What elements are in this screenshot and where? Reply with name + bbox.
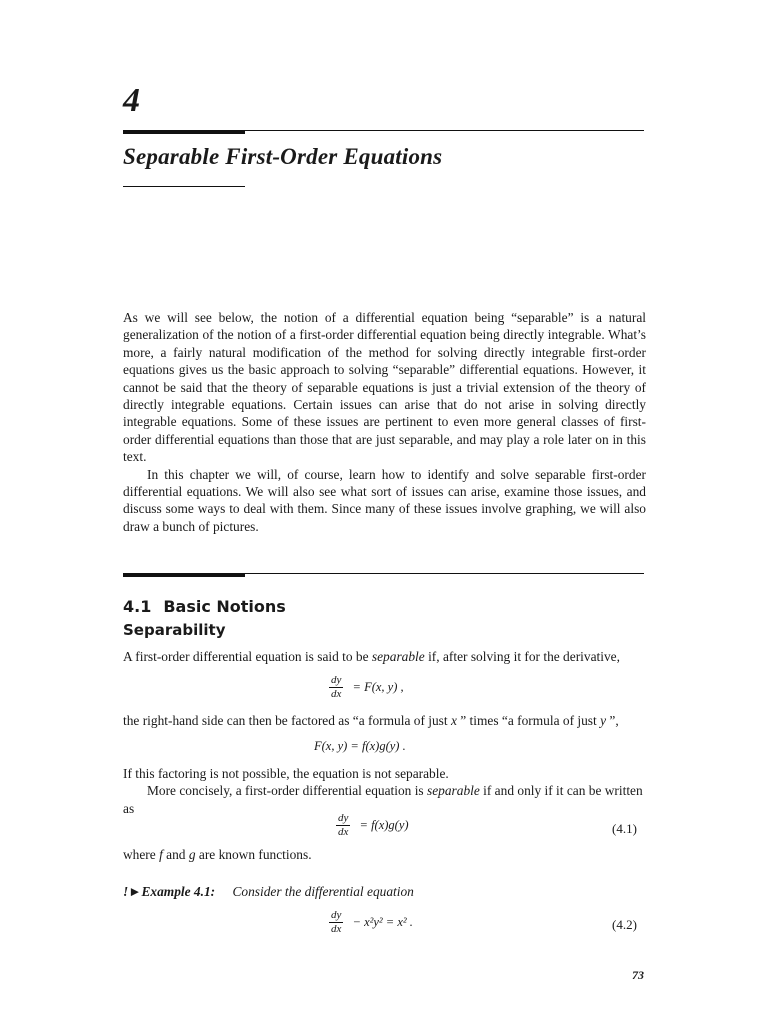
text-run: if, after solving it for the derivative, [424,649,620,664]
fraction-dy-dx [336,812,350,839]
equation-4-2 [329,909,413,936]
term-separable: separable [371,649,425,664]
example-heading [123,883,646,900]
chapter-rule-thick [123,130,245,134]
example-label: Example 4.1: [141,884,216,899]
fraction-dy-dx [329,674,343,701]
example-marker-icon: !► [123,884,142,899]
equation-label-4-2: (4.2) [612,917,637,932]
equation-rhs: − x²y² = x² . [352,915,413,929]
section-rule-thick [123,573,245,577]
equation-factored: F(x, y) = f(x)g(y) . [314,739,406,753]
fraction-dy-dx [329,909,343,936]
definition-line-2 [123,712,646,729]
text-run: A first-order differential equation is said to be [123,649,372,664]
math-g: g [188,847,196,862]
chapter-number: 4 [123,82,140,119]
denominator: dx [331,923,342,935]
section-number: 4.1 [123,597,152,616]
math-y: y [600,713,607,728]
title-underline [123,186,245,187]
example-text: Consider the differential equation [232,884,414,899]
text-run: the right-hand side can then be factored as “a formula of just [123,713,451,728]
text-run: ”, [606,713,619,728]
equation-rhs: = f(x)g(y) [359,818,409,832]
text-run: where [123,847,160,862]
text-run: are known functions. [195,847,312,862]
intro-text [123,309,646,535]
definition-line-6 [123,846,646,863]
subsection-heading: Separability [123,621,226,639]
numerator: dy [331,909,342,921]
section-rule-thin [245,573,644,574]
numerator: dy [338,812,349,824]
section-title: Basic Notions [163,597,286,616]
definition-line-1 [123,648,646,665]
math-x: x [450,713,457,728]
chapter-title: Separable First-Order Equations [123,144,443,169]
numerator: dy [331,674,342,686]
equation-4-1 [336,812,409,839]
text-run: ” times “a formula of just [456,713,601,728]
definition-line-3: If this factoring is not possible, the equation is not separable. [123,766,449,781]
text-run: if and only if it can be written [479,783,643,798]
equation-label-4-1: (4.1) [612,821,637,836]
equation-rhs: = F(x, y) , [352,680,404,694]
chapter-rule-thin [245,130,644,131]
text-run: and [162,847,189,862]
term-separable: separable [427,783,480,798]
intro-paragraph-2: In this chapter we will, of course, learn how to identify and solve separable first-order differential equations. We will also see what sort of issues can arise, examine those issues, and discuss some ways to deal with them. Since many of these issues involve graphing, we will also draw a bunch of pictures. [123,466,646,534]
text-run: More concisely, a first-order differential equation is [147,783,427,798]
intro-paragraph-1: As we will see below, the notion of a differential equation being “separable” is a natural generalization of the notion of a first-order differential equation being directly integrable. What’s more, a fairly natural modification of the method for solving directly integrable first-order equations gives us the basic approach to solving “separable” differential equations. However, it cannot be said that the theory of separable equations is just a trivial extension of the theory of directly integrable equations. Certain issues can arise that do not arise in solving directly integrable equations. Some of these issues are pertinent to even more general classes of first-order differential equations than those that are just separable, and may play a role later on in this text. [123,310,646,465]
denominator: dx [338,826,349,838]
denominator: dx [331,688,342,700]
definition-line-4 [123,782,646,799]
page-number: 73 [632,968,644,982]
section-heading [123,597,286,616]
equation-derivative [329,674,404,701]
definition-line-5: as [123,801,135,816]
math-f: f [159,847,163,862]
